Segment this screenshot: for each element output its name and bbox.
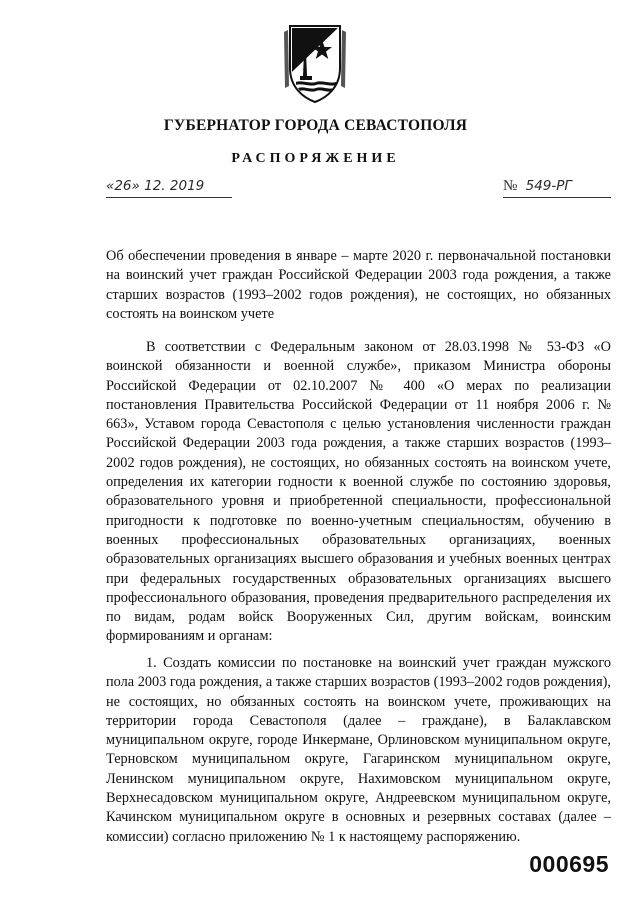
document-date: «26» 12. 2019 — [106, 178, 232, 198]
document-type: РАСПОРЯЖЕНИЕ — [231, 151, 400, 166]
serial-number: 000695 — [529, 851, 609, 877]
document-subject: Об обеспечении проведения в январе – марте 2020 г. первоначальной постановки на воинский учет граждан Российской Федерации 2003 года рождения, а также старших возрастов (1993–2002 годов рождения), не состоящих, но обязанных состоять на воинском учете — [106, 248, 611, 323]
number-value: 549-РГ — [525, 178, 572, 194]
governor-title: ГУБЕРНАТОР ГОРОДА СЕВАСТОПОЛЯ — [163, 117, 468, 134]
preamble-paragraph: В соответствии с Федеральным законом от 28.03.1998 № 53-ФЗ «О воинской обязанности и военной службе», приказом Министра обороны Российской Федерации от 02.10.2007 № 400 «О мерах по реализации постановления Правительства Российской Федерации от 11 ноября 2006 г. № 663», Уставом города Севастополя с целью установления численности граждан Российской Федерации 2003 года рождения, а также старших возрастов (1993–2002 годов рождения), не состоящих, но обязанных состоять на воинском учете, определения их категории годности к военной службе по состоянию здоровья, образовательного уровня и приобретенной специальности, профессиональной пригодности к подготовке по военно-учетным специальностям, обучению в военных профессиональных образовательных организациях, военных образовательных организациях высшего образования и учебных военных центрах при федеральных государственных образовательных организациях высшего профессионального образования, проведения предварительного распределения их по видам, родам войск Вооруженных Сил, другим войскам, воинским формированиям и органам: — [106, 339, 611, 645]
number-label: № — [503, 178, 518, 194]
document-number — [503, 178, 611, 198]
clause-1-paragraph: 1. Создать комиссии по постановке на воинский учет граждан мужского пола 2003 года рождения, а также старших возрастов (1993–2002 годов рождения), не состоящих, но обязанных состоять на воинском учете, проживающих на территории города Севастополя (далее – граждане), в Балаклавском муниципальном округе, городе Инкермане, Орлиновском муниципальном округе, Терновском муниципальном округе, Гагаринском муниципальном округе, Ленинском муниципальном округе, Нахимовском муниципальном округе, Верхнесадовском муниципальном округе, Андреевском муниципальном округе, Качинском муниципальном округе в основных и резервных составах (далее – комиссии) согласно приложению № 1 к настоящему распоряжению. — [106, 655, 611, 845]
sevastopol-coat-of-arms-icon — [282, 22, 348, 104]
